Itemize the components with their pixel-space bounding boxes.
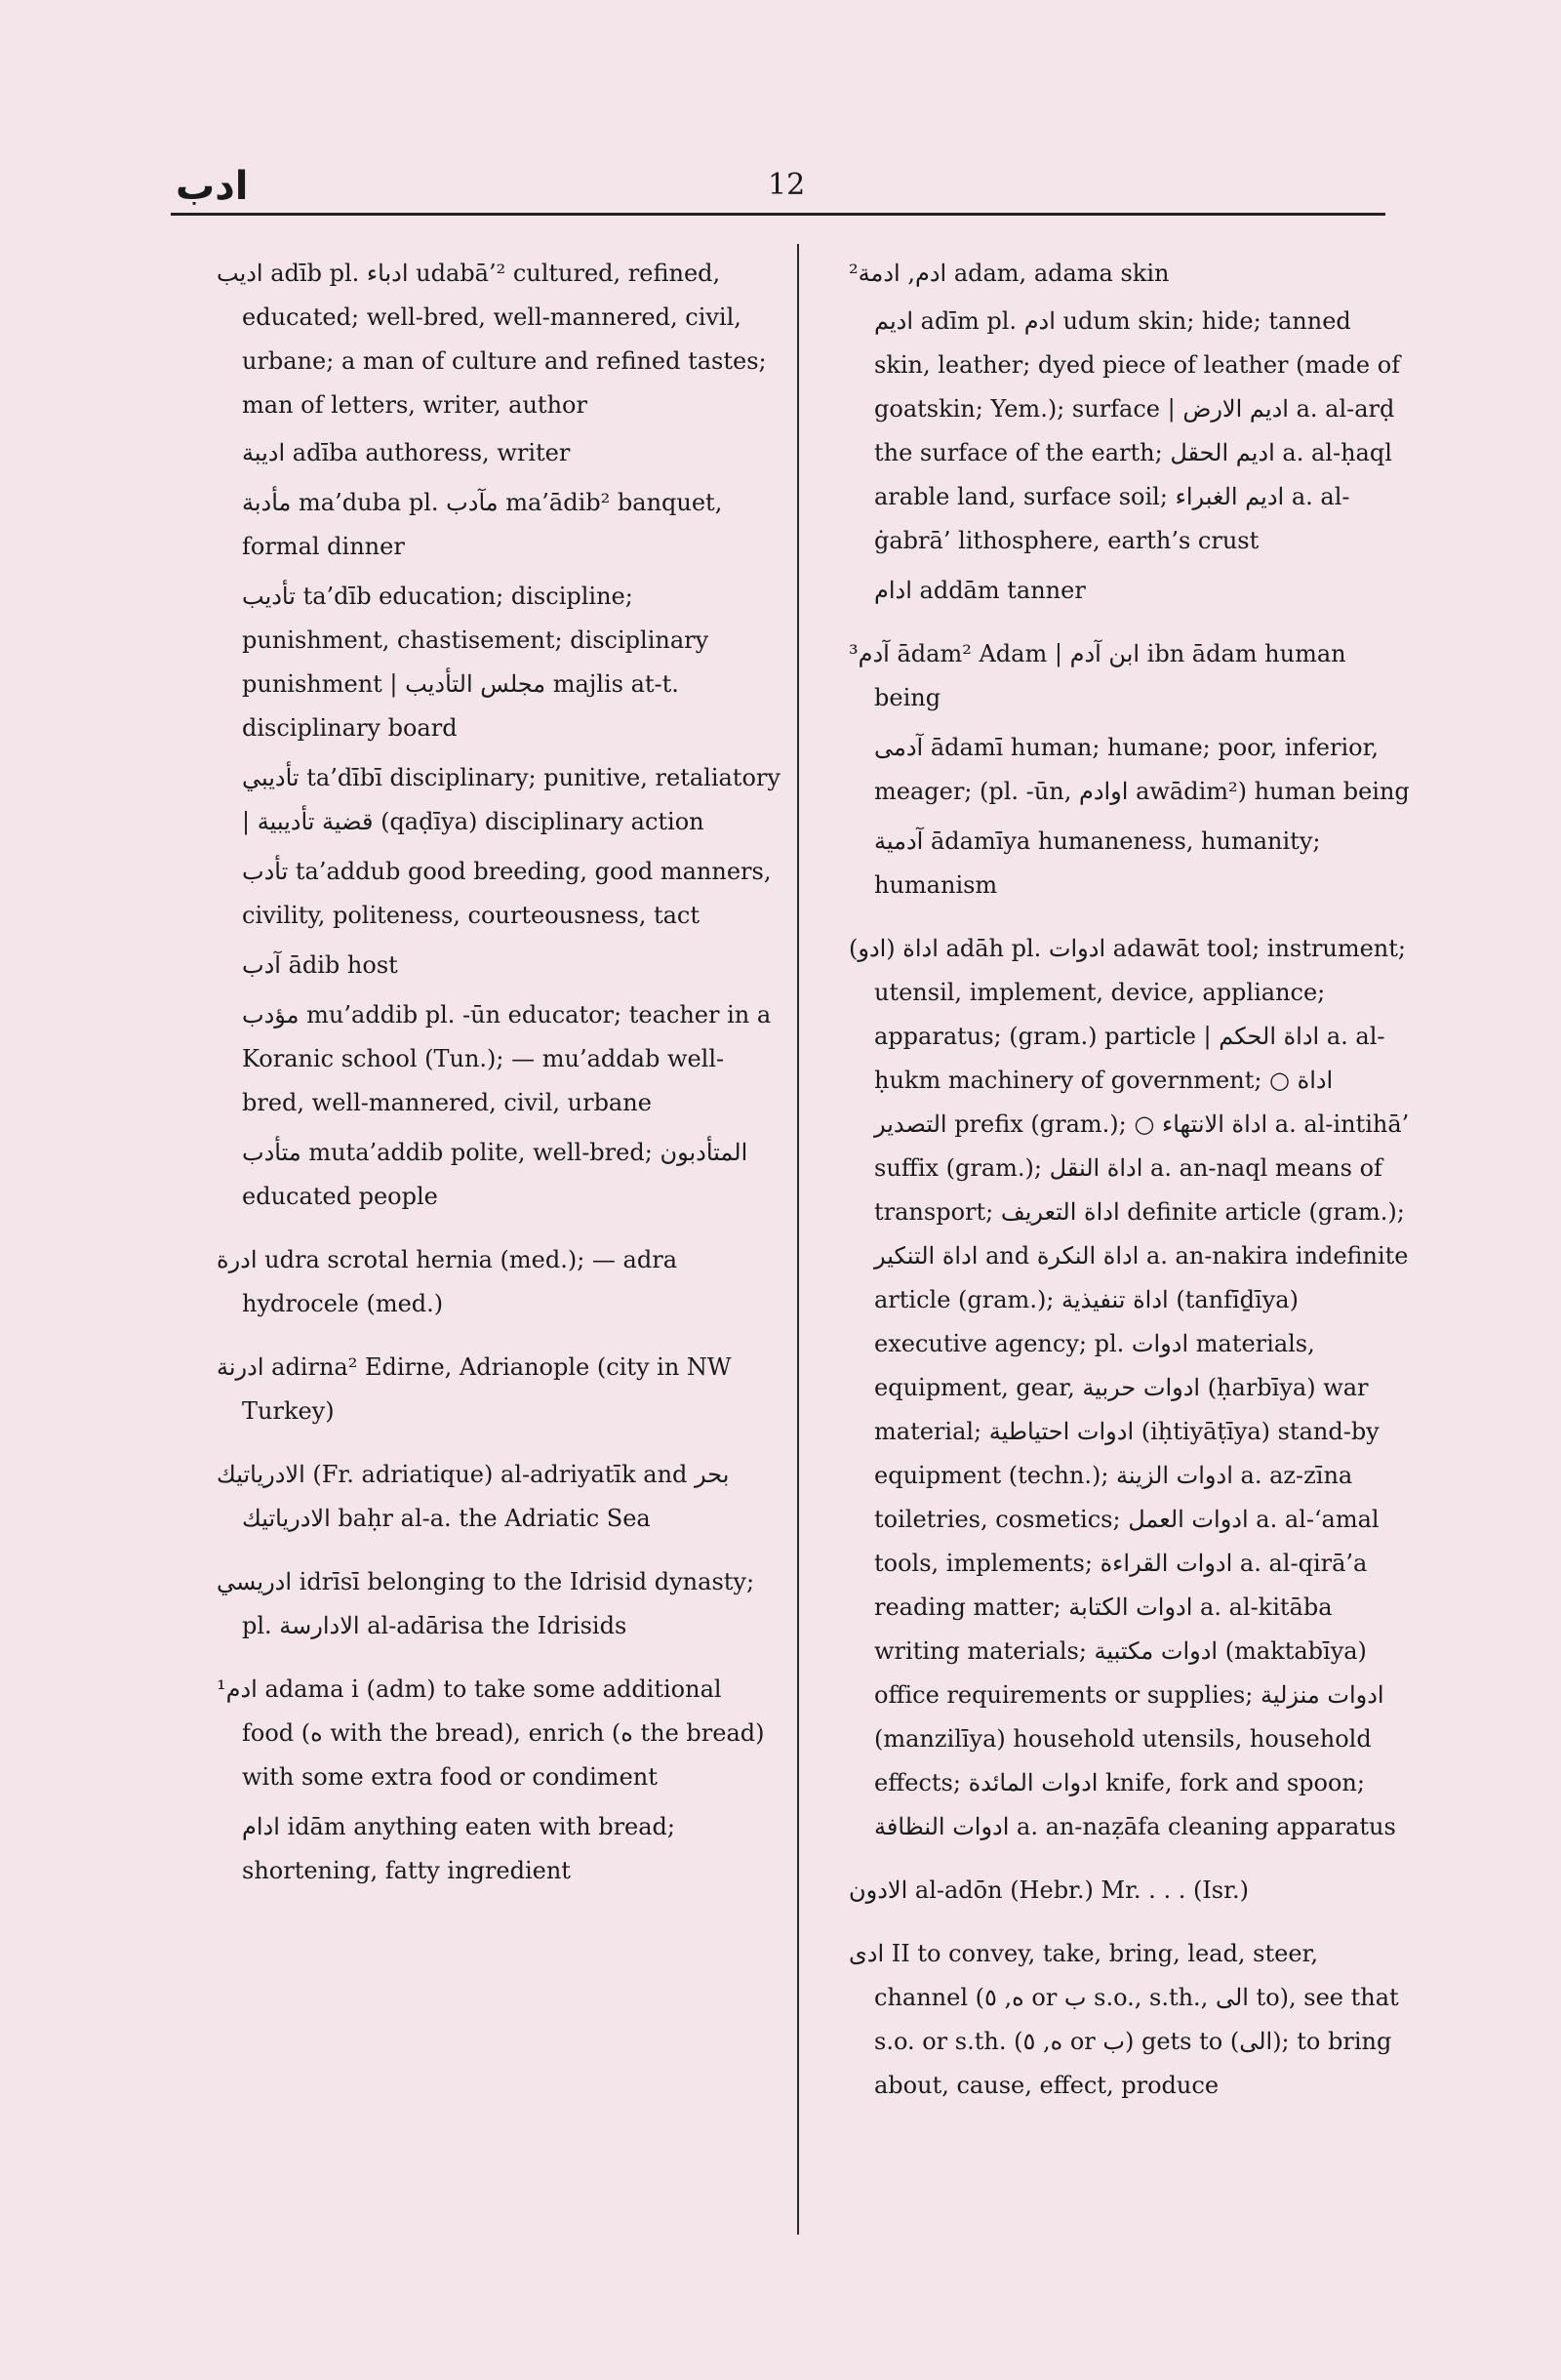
dictionary-entry: ادى II to convey, take, bring, lead, steer, channel (ه, ٥ or ب s.o., s.th., الى to), see that s.o. or s.th. (ه, ٥ or ب) gets to (الى); to bring about, cause, effect, produce bbox=[849, 1940, 1399, 2099]
dictionary-entry: اداة (ادو) adāh pl. ادوات adawāt tool; instrument; utensil, implement, device, appliance; apparatus; (gram.) particle | اداة الحكم a. al-ḥukm machinery of government; ○ اداة التصدير prefix (gram.); ○ اداة الانتهاء a. al-intihā’ suffix (gram.); اداة النقل a. an-naql means of transport; اداة التعريف definite article (gram.); اداة التنكير and اداة النكرة a. an-nakira indefinite article (gram.); اداة تنفيذية (tanfīḏīya) executive agency; pl. ادوات materials, equipment, gear, ادوات حربية (ḥarbīya) war material; ادوات احتياطية (iḥtiyāṭīya) stand-by equipment (techn.); ادوات الزينة a. az-zīna toiletries, cosmetics; ادوات العمل a. al-‘amal tools, implements; ادوات القراءة a. al-qirā’a reading matter; ادوات الكتابة a. al-kitāba writing materials; ادوات مكتبية (maktabīya) office requirements or supplies; ادوات منزلية (manzilīya) household utensils, household effects; ادوات المائدة knife, fork and spoon; ادوات النظافة a. an-naẓāfa cleaning apparatus bbox=[849, 935, 1410, 1840]
page-number: 12 bbox=[768, 168, 806, 202]
dictionary-subentry: تأديبي ta’dībī disciplinary; punitive, retaliatory | قضية تأديبية (qaḍīya) disciplinary action bbox=[242, 764, 780, 835]
dictionary-entry: اديب adīb pl. ادباء udabā’² cultured, refined, educated; well-bred, well-mannered, civil, urbane; a man of culture and refined tastes; man of letters, writer, author bbox=[217, 260, 767, 419]
dictionary-subentry: اديبة adība authoress, writer bbox=[242, 439, 571, 466]
dictionary-subentry: آدمى ādamī human; humane; poor, inferior, meager; (pl. -ūn, اوادم awādim²) human being bbox=[874, 734, 1410, 805]
dictionary-subentry: متأدب muta’addib polite, well-bred; المتأدبون educated people bbox=[242, 1139, 748, 1210]
column-divider bbox=[797, 244, 799, 2235]
dictionary-entry: ادريسي idrīsī belonging to the Idrisid dynasty; pl. الادارسة al-adārisa the Idrisids bbox=[217, 1568, 755, 1639]
dictionary-entry: ادرة udra scrotal hernia (med.); — adra hydrocele (med.) bbox=[217, 1246, 678, 1317]
dictionary-entry: ¹ادم adama i (adm) to take some additional food (ه with the bread), enrich (ه the bread) with some extra food or condiment bbox=[217, 1675, 765, 1791]
dictionary-entry: ²ادم, ادمة adam, adama skin bbox=[849, 260, 1170, 287]
page-header bbox=[171, 156, 1385, 216]
right-column bbox=[849, 252, 1413, 2108]
dictionary-subentry: مأدبة ma’duba pl. مآدب ma’ādib² banquet, formal dinner bbox=[242, 489, 723, 560]
dictionary-entry: ادرنة adirna² Edirne, Adrianople (city in NW Turkey) bbox=[217, 1353, 732, 1425]
dictionary-entry: الادون al-adōn (Hebr.) Mr. . . . (Isr.) bbox=[849, 1876, 1249, 1904]
left-column bbox=[217, 252, 780, 1893]
dictionary-entry: الادرياتيك (Fr. adriatique) al-adriyatīk and بحر الادرياتيك baḥr al-a. the Adriatic Sea bbox=[217, 1461, 730, 1532]
dictionary-entry: ³آدم ādam² Adam | ابن آدم ibn ādam human being bbox=[849, 640, 1346, 711]
dictionary-subentry: ادام idām anything eaten with bread; shortening, fatty ingredient bbox=[242, 1813, 675, 1884]
running-headword: ادب bbox=[176, 164, 249, 209]
dictionary-subentry: مؤدب mu’addib pl. -ūn educator; teacher in a Koranic school (Tun.); — mu’addab well-bred, well-mannered, civil, urbane bbox=[242, 1001, 772, 1116]
dictionary-subentry: تأديب ta’dīb education; discipline; punishment, chastisement; disciplinary punishment | مجلس التأديب majlis at-t. disciplinary board bbox=[242, 583, 709, 742]
dictionary-subentry: تأدب ta’addub good breeding, good manners, civility, politeness, courteousness, tact bbox=[242, 858, 772, 929]
dictionary-subentry: آدب ādib host bbox=[242, 951, 398, 979]
dictionary-subentry: آدمية ādamīya humaneness, humanity; humanism bbox=[874, 827, 1321, 899]
dictionary-subentry: ادام addām tanner bbox=[874, 577, 1086, 604]
dictionary-subentry: اديم adīm pl. ادم udum skin; hide; tanned skin, leather; dyed piece of leather (made of goatskin; Yem.); surface | اديم الارض a. al-arḍ the surface of the earth; اديم الحقل a. al-ḥaql arable land, surface soil; اديم الغبراء a. al-ġabrā’ lithosphere, earth’s crust bbox=[874, 307, 1401, 554]
